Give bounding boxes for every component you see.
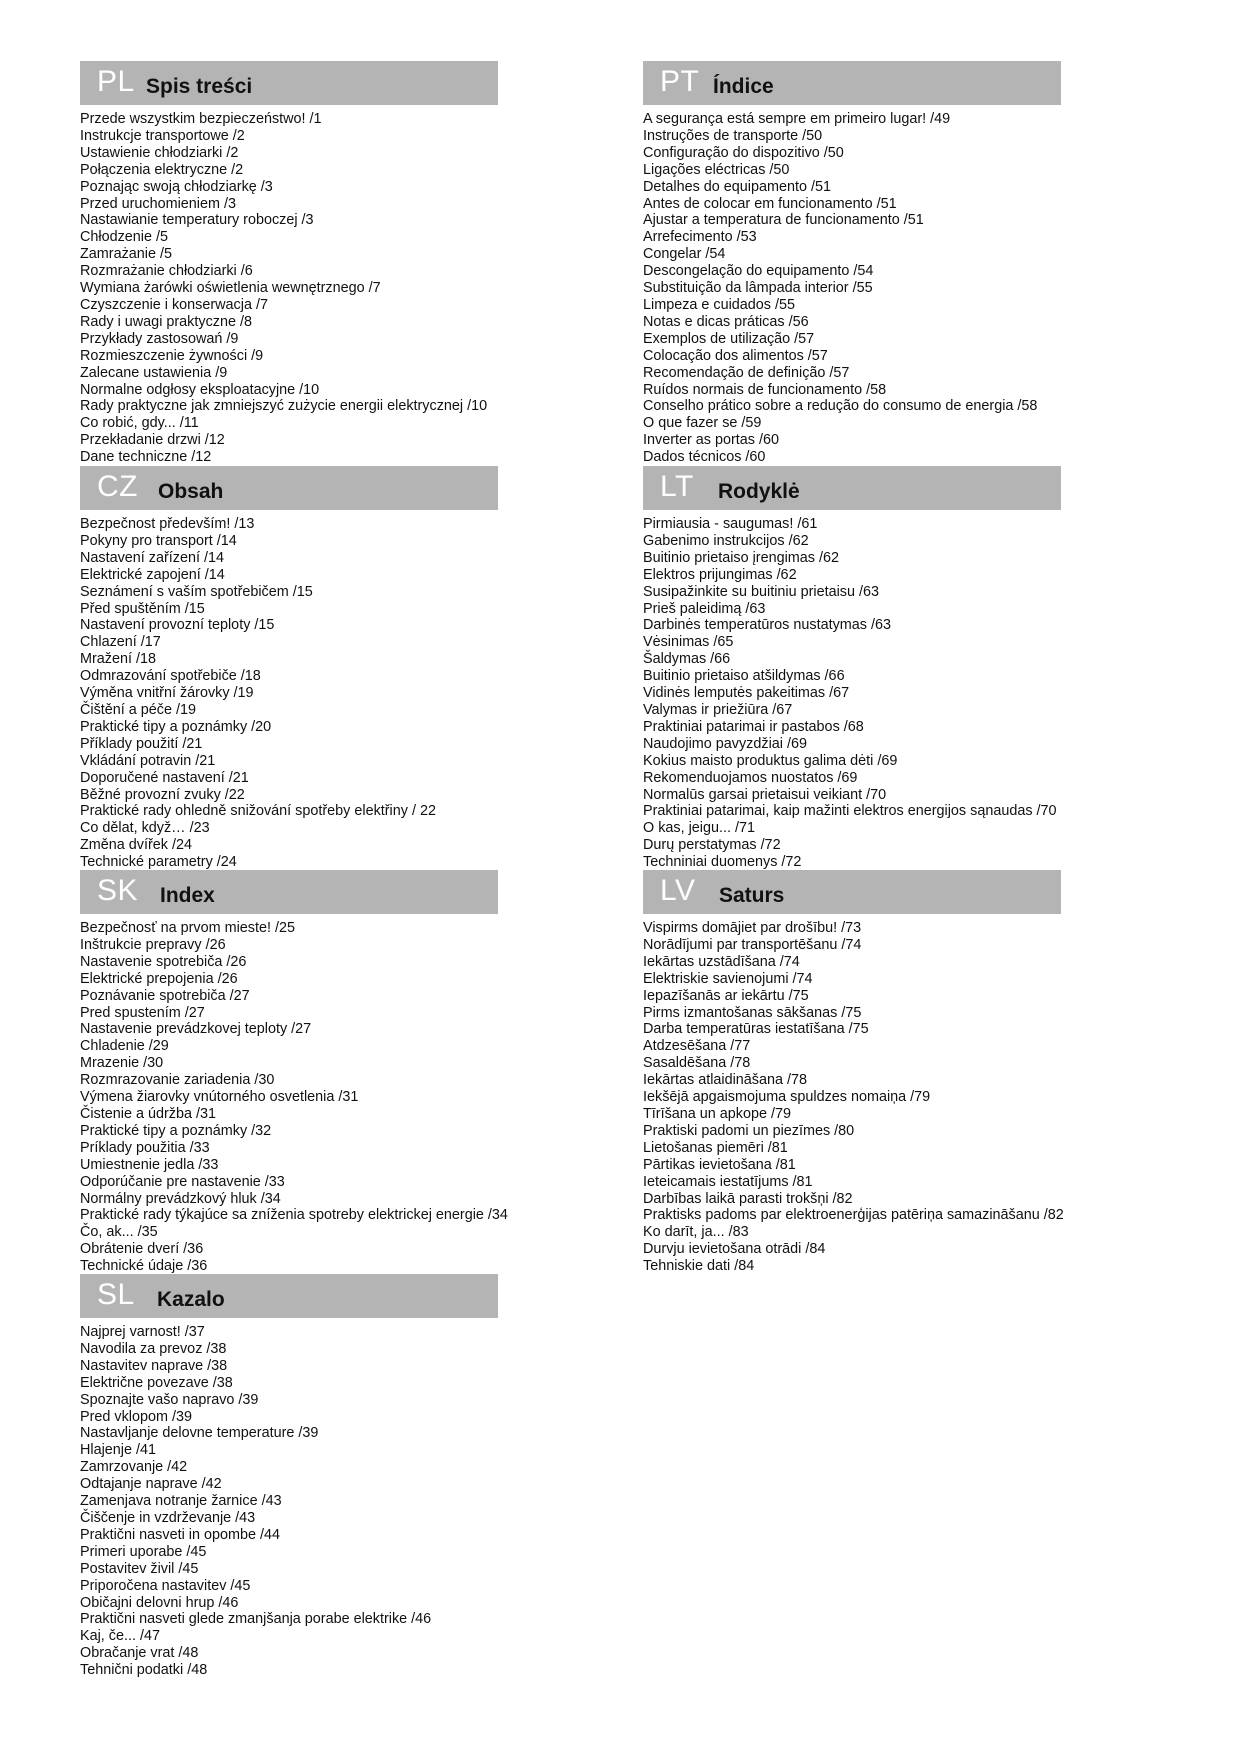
toc-entry: Nastavitev naprave /38 [80, 1357, 228, 1374]
toc-entry: Tehniskie dati /84 [643, 1258, 755, 1275]
toc-entry: Ruídos normais de funcionamento /58 [643, 381, 887, 398]
section-title: Rodyklė [718, 480, 800, 503]
toc-entry: Navodila za prevoz /38 [80, 1340, 227, 1357]
language-code: PL [97, 65, 135, 98]
toc-list [80, 111, 520, 466]
language-code: SL [97, 1278, 135, 1311]
section-lt [643, 466, 1083, 871]
toc-entry: Bezpečnost především! /13 [80, 516, 255, 532]
section-title: Saturs [719, 884, 785, 907]
toc-entry: Najprej varnost! /37 [80, 1324, 205, 1340]
toc-entry: Notas e dicas práticas /56 [643, 313, 809, 330]
toc-entry: Durvju ievietošana otrādi /84 [643, 1241, 826, 1258]
toc-entry: Nastavení zařízení /14 [80, 549, 224, 566]
toc-entry: Lietošanas piemēri /81 [643, 1139, 788, 1156]
toc-entry: Nastawianie temperatury roboczej /3 [80, 212, 314, 229]
toc-entry: Dados técnicos /60 [643, 449, 766, 466]
toc-entry: Praktické rady týkajúce sa zníženia spotreby elektrickej energie /34 [80, 1207, 508, 1224]
toc-entry: Pārtikas ievietošana /81 [643, 1156, 796, 1173]
section-title: Índice [713, 75, 774, 98]
toc-entry: Kokius maisto produktus galima dėti /69 [643, 752, 898, 769]
toc-entry: Limpeza e cuidados /55 [643, 296, 796, 313]
toc-entry: Prieš paleidimą /63 [643, 600, 766, 617]
toc-entry: Co robić, gdy... /11 [80, 415, 199, 432]
section-header-sl [80, 1274, 498, 1318]
toc-entry: Technické parametry /24 [80, 854, 237, 871]
toc-entry: Przed uruchomieniem /3 [80, 195, 236, 212]
toc-entry: Nastavljanje delovne temperature /39 [80, 1425, 319, 1442]
toc-entry: Umiestnenie jedla /33 [80, 1156, 219, 1173]
section-header-lt [643, 466, 1061, 510]
toc-entry: Exemplos de utilização /57 [643, 330, 815, 347]
toc-entry: Rozmrażanie chłodziarki /6 [80, 263, 253, 280]
toc-entry: Instrukcje transportowe /2 [80, 127, 245, 144]
section-header-sk [80, 870, 498, 914]
toc-entry: Mrazenie /30 [80, 1055, 164, 1072]
toc-entry: Elektrické prepojenia /26 [80, 970, 238, 987]
toc-entry: Praktické rady ohledně snižování spotřeby elektřiny / 22 [80, 803, 436, 820]
toc-entry: Poznávanie spotrebiča /27 [80, 987, 250, 1004]
toc-entry: Příklady použití /21 [80, 735, 203, 752]
section-title: Index [160, 884, 215, 907]
toc-entry: Praktiniai patarimai ir pastabos /68 [643, 718, 864, 735]
toc-list [643, 920, 1083, 1275]
section-header-cz [80, 466, 498, 510]
language-code: SK [97, 874, 139, 907]
toc-entry: Obrátenie dverí /36 [80, 1241, 204, 1258]
toc-entry: Rozmrazovanie zariadenia /30 [80, 1072, 275, 1089]
toc-entry: Norādījumi par transportēšanu /74 [643, 936, 862, 953]
toc-entry: Conselho prático sobre a redução do consumo de energia /58 [643, 398, 1038, 415]
toc-entry: Postavitev živil /45 [80, 1560, 199, 1577]
toc-entry: Praktisks padoms par elektroenerģijas patēriņa samazināšanu /82 [643, 1207, 1064, 1224]
toc-entry: Instruções de transporte /50 [643, 127, 823, 144]
toc-entry: Čištění a péče /19 [80, 701, 196, 718]
section-pl [80, 61, 520, 466]
toc-entry: Dane techniczne /12 [80, 449, 212, 466]
toc-entry: Configuração do dispozitivo /50 [643, 144, 844, 161]
toc-entry: Před spuštěním /15 [80, 600, 205, 617]
toc-entry: Tīrīšana un apkope /79 [643, 1105, 792, 1122]
toc-entry: Buitinio prietaiso įrengimas /62 [643, 549, 839, 566]
toc-entry: Przykłady zastosowań /9 [80, 330, 239, 347]
toc-entry: Ajustar a temperatura de funcionamento /51 [643, 212, 924, 229]
toc-entry: Zamenjava notranje žarnice /43 [80, 1493, 282, 1510]
toc-entry: Naudojimo pavyzdžiai /69 [643, 735, 807, 752]
toc-entry: Odtajanje naprave /42 [80, 1476, 222, 1493]
toc-entry: Techniniai duomenys /72 [643, 854, 802, 871]
toc-entry: Spoznajte vašo napravo /39 [80, 1391, 259, 1408]
toc-entry: Výmena žiarovky vnútorného osvetlenia /31 [80, 1089, 359, 1106]
toc-entry: Praktični nasveti glede zmanjšanja porabe elektrike /46 [80, 1611, 432, 1628]
toc-entry: Technické údaje /36 [80, 1258, 208, 1275]
toc-entry: Ustawienie chłodziarki /2 [80, 144, 239, 161]
toc-entry: Antes de colocar em funcionamento /51 [643, 195, 897, 212]
toc-entry: Iekārtas atlaidināšana /78 [643, 1072, 808, 1089]
toc-entry: Šaldymas /66 [643, 651, 731, 668]
section-title: Kazalo [157, 1288, 225, 1311]
toc-entry: Inverter as portas /60 [643, 432, 779, 449]
toc-entry: Primeri uporabe /45 [80, 1543, 207, 1560]
toc-entry: Przekładanie drzwi /12 [80, 432, 225, 449]
section-cz [80, 466, 520, 871]
toc-entry: Sasaldēšana /78 [643, 1055, 751, 1072]
toc-entry: Ieteicamais iestatījums /81 [643, 1173, 813, 1190]
toc-entry: Običajni delovni hrup /46 [80, 1594, 239, 1611]
toc-entry: Nastavenie spotrebiča /26 [80, 953, 247, 970]
toc-entry: Colocação dos alimentos /57 [643, 347, 828, 364]
toc-entry: Susipažinkite su buitiniu prietaisu /63 [643, 583, 879, 600]
toc-entry: Chladenie /29 [80, 1038, 169, 1055]
toc-entry: Chłodzenie /5 [80, 229, 169, 246]
toc-entry: Obračanje vrat /48 [80, 1645, 199, 1662]
toc-entry: Gabenimo instrukcijos /62 [643, 532, 809, 549]
toc-entry: O que fazer se /59 [643, 415, 762, 432]
section-pt [643, 61, 1083, 466]
toc-entry: O kas, jeigu... /71 [643, 820, 755, 837]
toc-entry: Výměna vnitřní žárovky /19 [80, 685, 254, 702]
toc-entry: Recomendação de definição /57 [643, 364, 850, 381]
toc-entry: Darba temperatūras iestatīšana /75 [643, 1021, 869, 1038]
toc-entry: Praktiski padomi un piezīmes /80 [643, 1122, 855, 1139]
toc-entry: Normalne odgłosy eksploatacyjne /10 [80, 381, 320, 398]
language-code: LT [660, 470, 694, 503]
toc-entry: Rady i uwagi praktyczne /8 [80, 313, 252, 330]
toc-entry: Hlajenje /41 [80, 1442, 157, 1459]
toc-entry: Ko darīt, ja... /83 [643, 1224, 749, 1241]
toc-entry: Wymiana żarówki oświetlenia wewnętrznego /7 [80, 280, 381, 297]
toc-entry: Połączenia elektryczne /2 [80, 161, 244, 178]
toc-entry: Zamrażanie /5 [80, 246, 172, 263]
language-code: CZ [97, 470, 138, 503]
toc-entry: Poznając swoją chłodziarkę /3 [80, 178, 273, 195]
toc-entry: Nastavení provozní teploty /15 [80, 617, 275, 634]
toc-entry: Praktiniai patarimai, kaip mažinti elektros energijos sąnaudas /70 [643, 803, 1057, 820]
toc-entry: Atdzesēšana /77 [643, 1038, 751, 1055]
toc-entry: Doporučené nastavení /21 [80, 769, 249, 786]
language-code: PT [660, 65, 700, 98]
toc-list [80, 920, 520, 1275]
toc-entry: Darbības laikā parasti trokšņi /82 [643, 1190, 853, 1207]
toc-entry: Rozmieszczenie żywności /9 [80, 347, 264, 364]
toc-entry: Změna dvířek /24 [80, 837, 192, 854]
toc-entry: Čo, ak... /35 [80, 1224, 158, 1241]
toc-entry: Descongelação do equipamento /54 [643, 263, 874, 280]
toc-entry: Rekomenduojamos nuostatos /69 [643, 769, 858, 786]
section-sk [80, 870, 520, 1275]
toc-entry: Vidinės lemputės pakeitimas /67 [643, 685, 850, 702]
toc-entry: Pred vklopom /39 [80, 1408, 192, 1425]
toc-entry: Iepazīšanās ar iekārtu /75 [643, 987, 809, 1004]
toc-entry: Nastavenie prevádzkovej teploty /27 [80, 1021, 312, 1038]
toc-entry: Congelar /54 [643, 246, 726, 263]
toc-entry: Darbinės temperatūros nustatymas /63 [643, 617, 891, 634]
toc-entry: Przede wszystkim bezpieczeństwo! /1 [80, 111, 322, 127]
toc-entry: Praktični nasveti in opombe /44 [80, 1526, 280, 1543]
toc-entry: Buitinio prietaiso atšildymas /66 [643, 668, 845, 685]
toc-entry: Bezpečnosť na prvom mieste! /25 [80, 920, 295, 936]
toc-entry: Vkládání potravin /21 [80, 752, 216, 769]
toc-entry: Kaj, če... /47 [80, 1628, 160, 1645]
toc-entry: Pred spustením /27 [80, 1004, 205, 1021]
toc-entry: Vispirms domājiet par drošību! /73 [643, 920, 862, 936]
toc-entry: Czyszczenie i konserwacja /7 [80, 296, 268, 313]
toc-entry: Normálny prevádzkový hluk /34 [80, 1190, 281, 1207]
toc-entry: Praktické tipy a poznámky /32 [80, 1122, 272, 1139]
toc-entry: Praktické tipy a poznámky /20 [80, 718, 272, 735]
toc-list [643, 111, 1083, 466]
toc-entry: Arrefecimento /53 [643, 229, 757, 246]
toc-entry: Elektros prijungimas /62 [643, 566, 797, 583]
toc-entry: Elektriskie savienojumi /74 [643, 970, 813, 987]
toc-list [80, 1324, 520, 1679]
toc-entry: Inštrukcie prepravy /26 [80, 936, 226, 953]
toc-entry: Pirms izmantošanas sākšanas /75 [643, 1004, 862, 1021]
toc-entry: Pokyny pro transport /14 [80, 532, 237, 549]
toc-entry: Normalūs garsai prietaisui veikiant /70 [643, 786, 887, 803]
toc-entry: Čistenie a údržba /31 [80, 1105, 216, 1122]
toc-entry: Odmrazování spotřebiče /18 [80, 668, 261, 685]
toc-entry: Príklady použitia /33 [80, 1139, 210, 1156]
toc-entry: Ligações eléctricas /50 [643, 161, 790, 178]
toc-entry: Priporočena nastavitev /45 [80, 1577, 251, 1594]
section-sl [80, 1274, 520, 1679]
toc-entry: Iekšējā apgaismojuma spuldzes nomaiņa /79 [643, 1089, 931, 1106]
toc-entry: Mražení /18 [80, 651, 156, 668]
toc-entry: Durų perstatymas /72 [643, 837, 781, 854]
section-header-pt [643, 61, 1061, 105]
section-lv [643, 870, 1083, 1275]
toc-list [80, 516, 520, 871]
toc-entry: Elektrické zapojení /14 [80, 566, 225, 583]
toc-entry: Iekārtas uzstādīšana /74 [643, 953, 800, 970]
toc-entry: Valymas ir priežiūra /67 [643, 701, 793, 718]
toc-entry: Zamrzovanje /42 [80, 1459, 188, 1476]
section-header-lv [643, 870, 1061, 914]
toc-entry: A segurança está sempre em primeiro lugar! /49 [643, 111, 951, 127]
section-header-pl [80, 61, 498, 105]
toc-entry: Běžné provozní zvuky /22 [80, 786, 245, 803]
language-code: LV [660, 874, 696, 907]
toc-list [643, 516, 1083, 871]
toc-entry: Substituição da lâmpada interior /55 [643, 280, 873, 297]
toc-entry: Čiščenje in vzdrževanje /43 [80, 1509, 256, 1526]
toc-entry: Odporúčanie pre nastavenie /33 [80, 1173, 285, 1190]
toc-entry: Seznámení s vaším spotřebičem /15 [80, 583, 313, 600]
toc-entry: Rady praktyczne jak zmniejszyć zużycie energii elektrycznej /10 [80, 398, 488, 415]
toc-entry: Pirmiausia - saugumas! /61 [643, 516, 818, 532]
toc-entry: Vėsinimas /65 [643, 634, 734, 651]
toc-entry: Tehnični podatki /48 [80, 1662, 208, 1679]
toc-entry: Chlazení /17 [80, 634, 161, 651]
toc-entry: Co dělat, když… /23 [80, 820, 210, 837]
toc-entry: Zalecane ustawienia /9 [80, 364, 228, 381]
section-title: Obsah [158, 480, 224, 503]
toc-entry: Detalhes do equipamento /51 [643, 178, 832, 195]
section-title: Spis treści [146, 75, 253, 98]
toc-entry: Električne povezave /38 [80, 1374, 233, 1391]
